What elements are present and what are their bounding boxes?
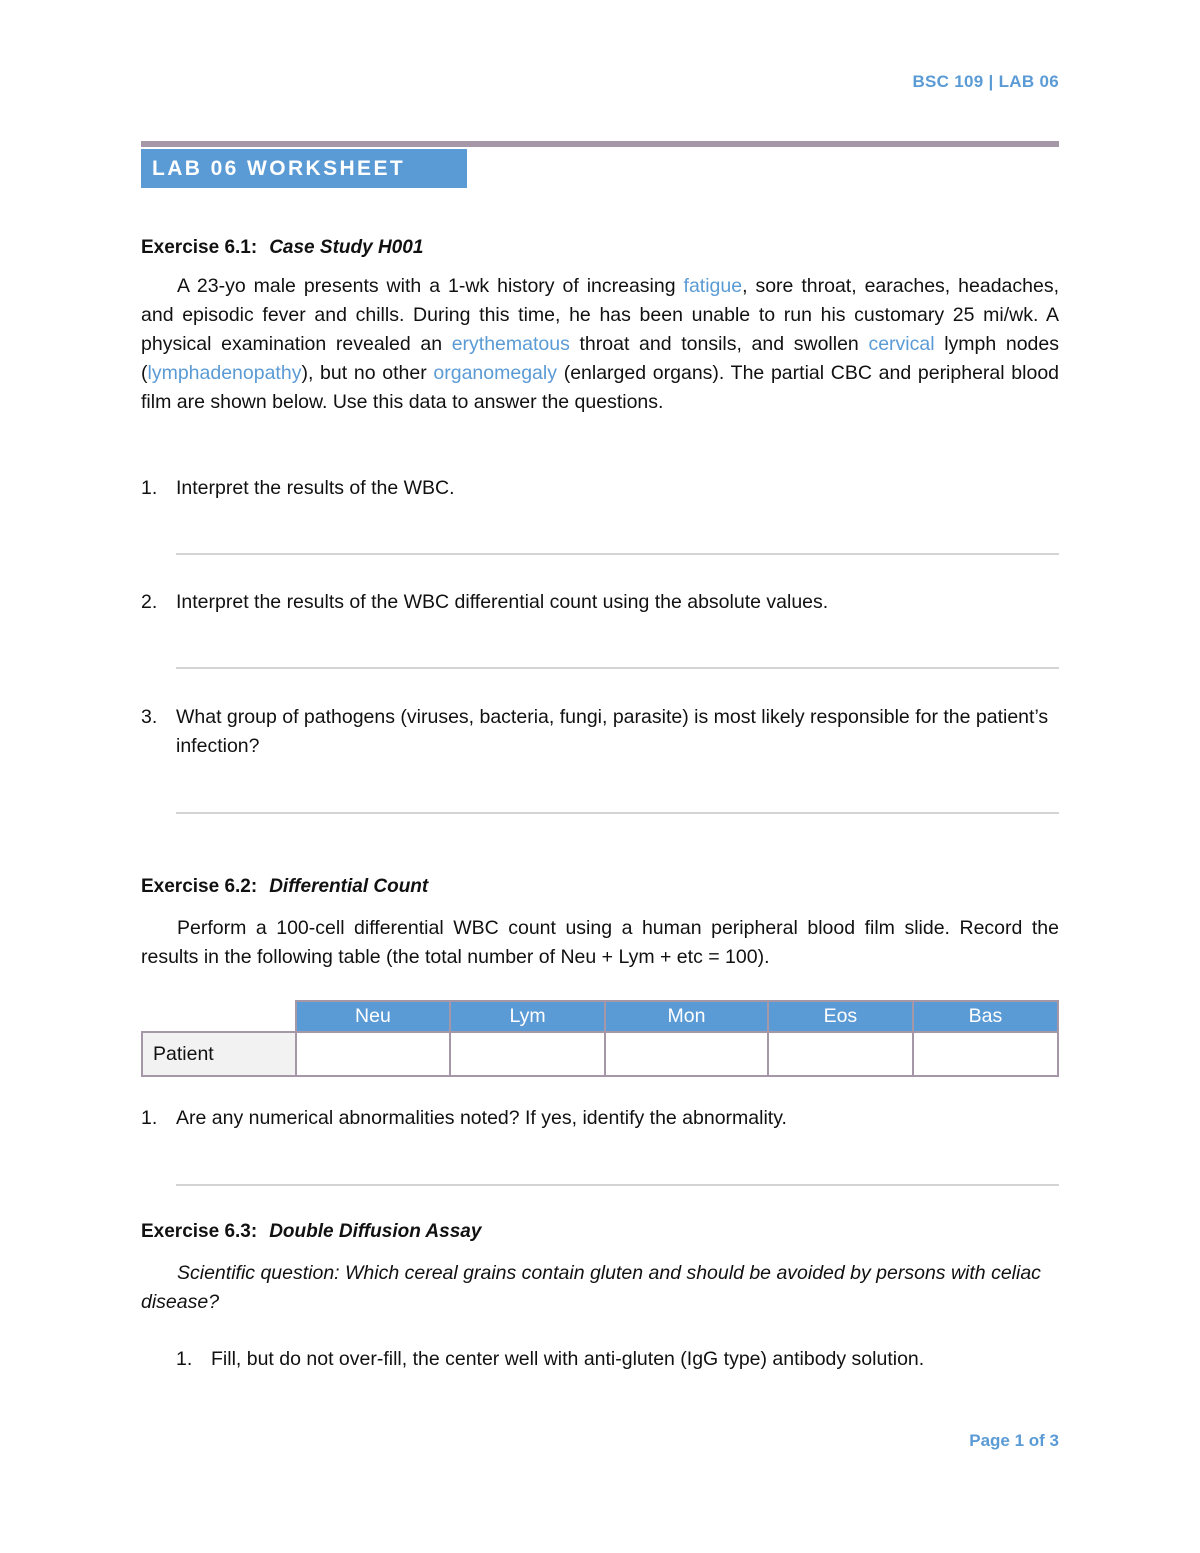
highlighted-term: organomegaly — [433, 362, 557, 384]
step-number: 1. — [176, 1348, 193, 1370]
scientific-question: Scientific question: Which cereal grains contain gluten and should be avoided by persons with celiac disease? — [141, 1262, 1041, 1313]
exercise-label: Exercise 6.3: — [141, 1221, 258, 1242]
paragraph-text: throat and tonsils, and swollen — [569, 333, 869, 355]
highlighted-term: fatigue — [683, 275, 743, 297]
column-header-eos: Eos — [768, 1001, 913, 1032]
exercise-6-1-title — [141, 237, 423, 259]
question-number: 1. — [141, 477, 158, 499]
question-text: Interpret the results of the WBC differential count using the absolute values. — [176, 591, 829, 613]
paragraph-text: A 23-yo male presents with a 1-wk history of increasing — [177, 275, 684, 297]
differential-instructions: Perform a 100-cell differential WBC count using a human peripheral blood film slide. Record the results in the following table (the total number of Neu + Lym + etc = 100). — [141, 917, 1059, 968]
exercise-label: Exercise 6.2: — [141, 876, 258, 897]
question-number: 2. — [141, 591, 158, 613]
cell-neu[interactable] — [296, 1032, 450, 1076]
question-text: What group of pathogens (viruses, bacteria, fungi, parasite) is most likely responsible for the patient’s infection? — [176, 706, 1049, 757]
exercise-6-2-title — [141, 876, 428, 898]
cell-mon[interactable] — [605, 1032, 768, 1076]
worksheet-title-banner: LAB 06 WORKSHEET — [141, 149, 467, 188]
question-number: 1. — [141, 1107, 158, 1129]
step-text: Fill, but do not over-fill, the center well with anti-gluten (IgG type) antibody solution. — [211, 1348, 925, 1370]
exercise-name: Differential Count — [269, 876, 429, 897]
column-header-neu: Neu — [296, 1001, 450, 1032]
question-number: 3. — [141, 706, 158, 728]
table-corner-cell — [142, 1001, 296, 1032]
table-header-row — [142, 1001, 1058, 1032]
answer-line-6-1-3[interactable] — [176, 812, 1059, 814]
highlighted-term: lymphadenopathy — [147, 362, 302, 384]
differential-count-table — [141, 1000, 1059, 1077]
table-row — [142, 1032, 1058, 1076]
column-header-mon: Mon — [605, 1001, 768, 1032]
exercise-6-3-title — [141, 1221, 481, 1243]
question-6-1-2 — [141, 588, 1059, 617]
page-number: Page 1 of 3 — [969, 1431, 1059, 1450]
highlighted-term: cervical — [868, 333, 935, 355]
cell-eos[interactable] — [768, 1032, 913, 1076]
answer-line-6-1-2[interactable] — [176, 667, 1059, 669]
exercise-name: Double Diffusion Assay — [269, 1221, 482, 1242]
cell-lym[interactable] — [450, 1032, 605, 1076]
exercise-label: Exercise 6.1: — [141, 237, 258, 258]
paragraph-text: ), but no other — [301, 362, 434, 384]
column-header-bas: Bas — [913, 1001, 1058, 1032]
paragraph-text: lymph nodes ( — [141, 333, 1059, 384]
question-6-1-3 — [141, 703, 1059, 761]
question-6-2-1 — [141, 1104, 1059, 1133]
step-6-3-1 — [176, 1345, 1059, 1374]
exercise-name: Case Study H001 — [269, 237, 424, 258]
question-6-1-1 — [141, 474, 1059, 503]
question-text: Interpret the results of the WBC. — [176, 477, 455, 499]
paragraph-text: , sore throat, earaches, headaches, and episodic fever and chills. During this time, he has been unable to run his customary 25 mi/wk. A physical examination revealed an — [141, 275, 1059, 355]
answer-line-6-1-1[interactable] — [176, 553, 1059, 555]
row-label-patient: Patient — [142, 1032, 296, 1076]
header-rule — [141, 141, 1059, 147]
column-header-lym: Lym — [450, 1001, 605, 1032]
question-text: Are any numerical abnormalities noted? If yes, identify the abnormality. — [176, 1107, 787, 1129]
course-reference: BSC 109 | LAB 06 — [912, 72, 1059, 91]
answer-line-6-2-1[interactable] — [176, 1184, 1059, 1186]
cell-bas[interactable] — [913, 1032, 1058, 1076]
case-study-paragraph — [141, 272, 1059, 417]
paragraph-text: (enlarged organs). The partial CBC and peripheral blood film are shown below. Use this data to answer the questions. — [141, 362, 1060, 413]
highlighted-term: erythematous — [451, 333, 570, 355]
